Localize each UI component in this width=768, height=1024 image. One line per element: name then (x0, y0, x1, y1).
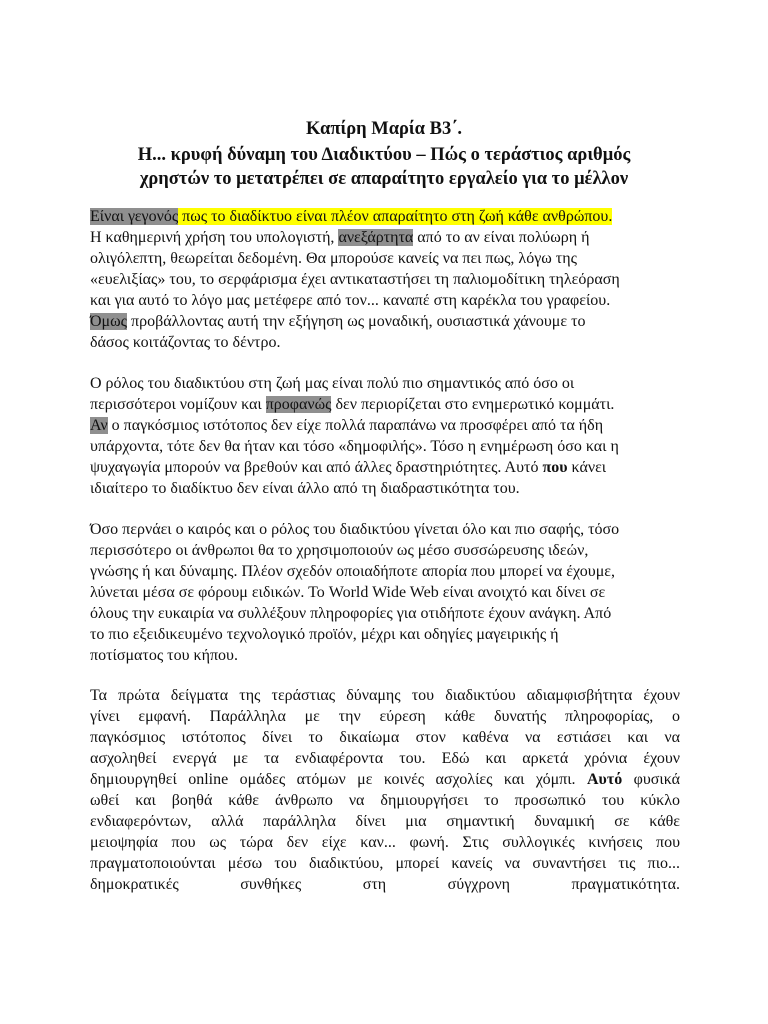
highlight-gray: Είναι γεγονός (90, 208, 179, 225)
paragraph-3-line-7: ποτίσματος του κήπου. (90, 647, 238, 664)
paragraph-3-line-1: Όσο περνάει ο καιρός και ο ρόλος του διαδικτύου γίνεται όλο και πιο σαφής, τόσο (90, 521, 620, 538)
highlight-gray: ανεξάρτητα (338, 229, 414, 246)
text-span: ψυχαγωγία μπορούν να βρεθούν και από άλλες δραστηριότητες. Αυτό (90, 459, 543, 476)
paragraph-4-line-3: παγκόσμιος ιστότοπος δίνει το δικαίωμα στον καθένα να εστιάσει και να (90, 729, 680, 746)
paragraph-3-line-6: το πιο εξειδικευμένο τεχνολογικό προϊόν, μέχρι και οδηγίες μαγειρικής ή (90, 626, 559, 643)
paragraph-1-line-4: «ευελιξίας» του, το σερφάρισμα έχει αντικαταστήσει τη παλιομοδίτικη τηλεόραση (90, 271, 620, 288)
paragraph-4-line-9: πραγματοποιούνται μέσω του διαδικτύου, μπορεί κανείς να συναντήσει τις πιο... (90, 855, 680, 872)
paragraph-2-line-3 (90, 416, 603, 436)
bold-word: που (542, 459, 568, 476)
paragraph-2-line-6: ιδιαίτερο το διαδίκτυο δεν είναι άλλο από τη διαδραστικότητα του. (90, 480, 520, 497)
text-span: περισσότεροι νομίζουν και (90, 396, 266, 413)
paragraph-4-line-2: γίνει εμφανή. Παράλληλα με την εύρεση κάθε δυνατής πληροφορίας, ο (90, 708, 680, 725)
paragraph-1-line-2 (90, 228, 589, 248)
paragraph-1-line-6 (90, 312, 586, 332)
text-span: ο παγκόσμιος ιστότοπος δεν είχε πολλά παραπάνω να προσφέρει από τα ήδη (107, 417, 604, 434)
paragraph-3-line-2: περισσότερο οι άνθρωποι θα το χρησιμοποιούν ως μέσο συσσώρευσης ιδεών, (90, 542, 589, 559)
highlight-yellow: πως το διαδίκτυο είναι πλέον απαραίτητο στη ζωή κάθε ανθρώπου. (178, 208, 613, 225)
text-span: από το αν είναι πολύωρη ή (413, 229, 590, 246)
paragraph-4-line-10: δημοκρατικές συνθήκες στη σύγχρονη πραγματικότητα. (90, 876, 680, 893)
paragraph-4-line-4: ασχοληθεί ενεργά με τα ενδιαφέροντα του. Εδώ και αρκετά χρόνια έχουν (90, 750, 680, 767)
paragraph-1-line-1 (90, 207, 612, 227)
bold-word: Αυτό (586, 771, 623, 788)
text-span: φυσικά (622, 771, 680, 788)
paragraph-1-line-7: δάσος κοιτάζοντας το δέντρο. (90, 334, 281, 351)
highlight-gray: προφανώς (265, 396, 332, 413)
paragraph-1-line-5: και για αυτό το λόγο μας μετέφερε από τον... καναπέ στη καρέκλα του γραφείου. (90, 292, 611, 309)
paragraph-2-line-5 (90, 458, 606, 478)
title-line-1: Η... κρυφή δύναμη του Διαδικτύου – Πώς ο τεράστιος αριθμός (137, 145, 631, 165)
paragraph-4-line-8: μειοψηφία που ως τώρα δεν είχε καν... φωνή. Στις συλλογικές κινήσεις που (90, 834, 680, 851)
paragraph-3-line-3: γνώσης ή και δύναμης. Πλέον σχεδόν οποιαδήποτε απορία που μπορεί να έχουμε, (90, 563, 615, 580)
text-span: δημιουργηθεί online ομάδες ατόμων με κοινές ασχολίες και χόμπι. (90, 771, 587, 788)
paragraph-4-line-5 (90, 770, 680, 790)
highlight-gray: Όμως (90, 313, 127, 330)
paragraph-2-line-2 (90, 395, 614, 415)
paragraph-3-line-5: όλους την ευκαιρία να συλλέξουν πληροφορίες για οτιδήποτε έχουν ανάγκη. Από (90, 605, 612, 622)
paragraph-1-line-3: ολιγόλεπτη, θεωρείται δεδομένη. Θα μπορούσε κανείς να πει πως, λόγω της (90, 250, 577, 267)
text-span: κάνει (567, 459, 607, 476)
paragraph-4-line-1: Τα πρώτα δείγματα της τεράστιας δύναμης του διαδικτύου αδιαμφισβήτητα έχουν (90, 687, 680, 704)
paragraph-2-line-4: υπάρχοντα, τότε δεν θα ήταν και τόσο «δημοφιλής». Τόσο η ενημέρωση όσο και η (90, 438, 619, 455)
text-span: δεν περιορίζεται στο ενημερωτικό κομμάτι. (331, 396, 615, 413)
title-line-2: χρηστών το μετατρέπει σε απαραίτητο εργαλείο για το μέλλον (139, 169, 629, 189)
paragraph-4-line-7: ενδιαφερόντων, αλλά παράλληλα δίνει μια σημαντική δυναμική σε κάθε (90, 813, 680, 830)
paragraph-4-line-6: ωθεί και βοηθά κάθε άνθρωπο να δημιουργήσει το προσωπικό του κύκλο (90, 792, 680, 809)
paragraph-3-line-4: λύνεται μέσα σε φόρουμ ειδικών. Το World Wide Web είναι ανοιχτό και δίνει σε (90, 584, 606, 601)
highlight-gray: Αν (90, 417, 108, 434)
paragraph-2-line-1: Ο ρόλος του διαδικτύου στη ζωή μας είναι πολύ πιο σημαντικός από όσο οι (90, 375, 575, 392)
text-span: Η καθημερινή χρήση του υπολογιστή, (90, 229, 339, 246)
author-line: Καπίρη Μαρία Β3΄. (305, 119, 462, 139)
text-span: προβάλλοντας αυτή την εξήγηση ως μοναδική, ουσιαστικά χάνουμε το (127, 313, 586, 330)
